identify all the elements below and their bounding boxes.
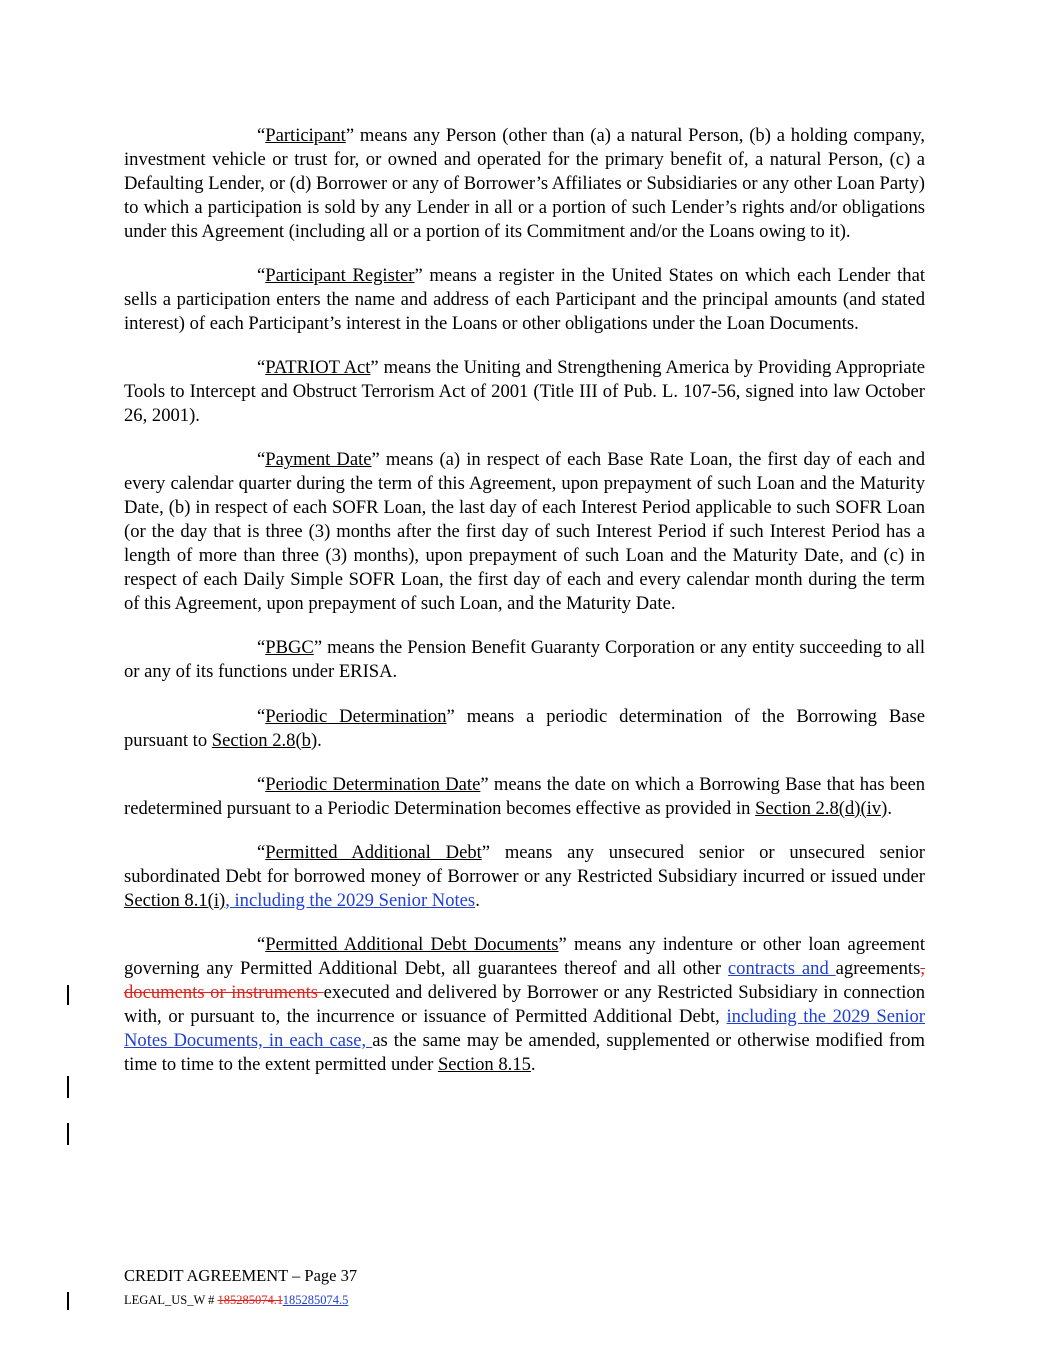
footer-page-label: CREDIT AGREEMENT – Page 37 bbox=[124, 1266, 358, 1285]
definition-periodic-determination: “Periodic Determination” means a periodic determination of the Borrowing Base pursuant to Section 2.8(b). bbox=[124, 705, 925, 751]
definition-permitted-additional-debt: “Permitted Additional Debt” means any unsecured senior or unsecured senior subordinated Debt for borrowed money of Borrower or any Restricted Subsidiary incurred or issued under Section 8.1(i), including the 2029 Senior Notes. bbox=[124, 842, 925, 912]
change-bar bbox=[67, 1123, 69, 1145]
defined-term: Permitted Additional Debt Documents bbox=[265, 934, 559, 956]
definition-patriot-act: “PATRIOT Act” means the Uniting and Strengthening America by Providing Appropriate Tools to Intercept and Obstruct Terrorism Act of 2001 (Title III of Pub. L. 107-56, signed into law October 26, 2001). bbox=[124, 357, 925, 427]
defined-term: Permitted Additional Debt bbox=[265, 842, 482, 864]
defined-term: Participant Register bbox=[265, 265, 415, 287]
change-bar bbox=[67, 1076, 69, 1098]
definition-participant: “Participant” means any Person (other than (a) a natural Person, (b) a holding company, investment vehicle or trust for, or owned and operated for the primary benefit of, a natural Person, (c) a Defaulting Lender, or (d) Borrower or any of Borrower’s Affiliates or Subsidiaries or any other Loan Party) to which a participation is sold by any Lender in all or a portion of such Lender’s rights and/or obligations under this Agreement (including all or a portion of its Commitment and/or the Loans owing to it). bbox=[124, 125, 925, 242]
document-body bbox=[124, 124, 925, 1097]
change-bar bbox=[67, 985, 69, 1005]
section-reference: Section 8.1(i) bbox=[124, 890, 226, 912]
defined-term: Participant bbox=[265, 125, 346, 146]
defined-term: Periodic Determination Date bbox=[265, 773, 481, 795]
section-reference: Section 8.15 bbox=[437, 1054, 531, 1075]
footer-doc-id: LEGAL_US_W # 185285074.1185285074.5 bbox=[124, 1293, 349, 1307]
defined-term: Periodic Determination bbox=[265, 705, 447, 727]
defined-term: Payment Date bbox=[265, 449, 372, 471]
deleted-text: 185285074.1 bbox=[217, 1293, 283, 1307]
defined-term: PATRIOT Act bbox=[265, 357, 371, 379]
inserted-text: 185285074.5 bbox=[282, 1293, 349, 1307]
defined-term: PBGC bbox=[265, 637, 314, 659]
definition-participant-register: “Participant Register” means a register in the United States on which each Lender that sells a participation enters the name and address of each Participant and the principal amounts (and stated interest) of each Participant’s interest in the Loans or other obligations under the Loan Documents. bbox=[124, 265, 925, 334]
definition-payment-date: “Payment Date” means (a) in respect of each Base Rate Loan, the first day of each and every calendar quarter during the term of this Agreement, upon prepayment of such Loan and the Maturity Date, (b) in respect of each SOFR Loan, the last day of each Interest Period applicable to such SOFR Loan (or the day that is three (3) months after the first day of such Interest Period if such Interest Period has a length of more than three (3) months), upon prepayment of such Loan and the Maturity Date, and (c) in respect of each Daily Simple SOFR Loan, the first day of each and every calendar month during the term of this Agreement, upon prepayment of such Loan, and the Maturity Date. bbox=[124, 449, 925, 614]
page-footer bbox=[124, 1266, 357, 1308]
definition-permitted-additional-debt-documents: “Permitted Additional Debt Documents” means any indenture or other loan agreement governing any Permitted Additional Debt, all guarantees thereof and all other contracts and agreements, documents or instruments executed and delivered by Borrower or any Restricted Subsidiary in connection with, or pursuant to, the incurrence or issuance of Permitted Additional Debt, including the 2029 Senior Notes Documents, in each case, as the same may be amended, supplemented or otherwise modified from time to time to the extent permitted under Section 8.15. bbox=[124, 934, 925, 1075]
definition-periodic-determination-date: “Periodic Determination Date” means the date on which a Borrowing Base that has been redetermined pursuant to a Periodic Determination becomes effective as provided in Section 2.8(d)(iv). bbox=[124, 773, 925, 819]
section-reference: Section 2.8(b) bbox=[211, 729, 318, 751]
inserted-text: , including the 2029 Senior Notes bbox=[225, 890, 476, 912]
deleted-text: , documents or instruments bbox=[124, 958, 925, 1004]
change-bar bbox=[67, 1292, 69, 1310]
section-reference: Section 2.8(d)(iv) bbox=[755, 797, 888, 819]
inserted-text: including the 2029 Senior Notes Documents, in each case, bbox=[124, 1006, 925, 1052]
definition-pbgc: “PBGC” means the Pension Benefit Guaranty Corporation or any entity succeeding to all or any of its functions under ERISA. bbox=[124, 637, 925, 683]
inserted-text: contracts and bbox=[727, 958, 836, 980]
